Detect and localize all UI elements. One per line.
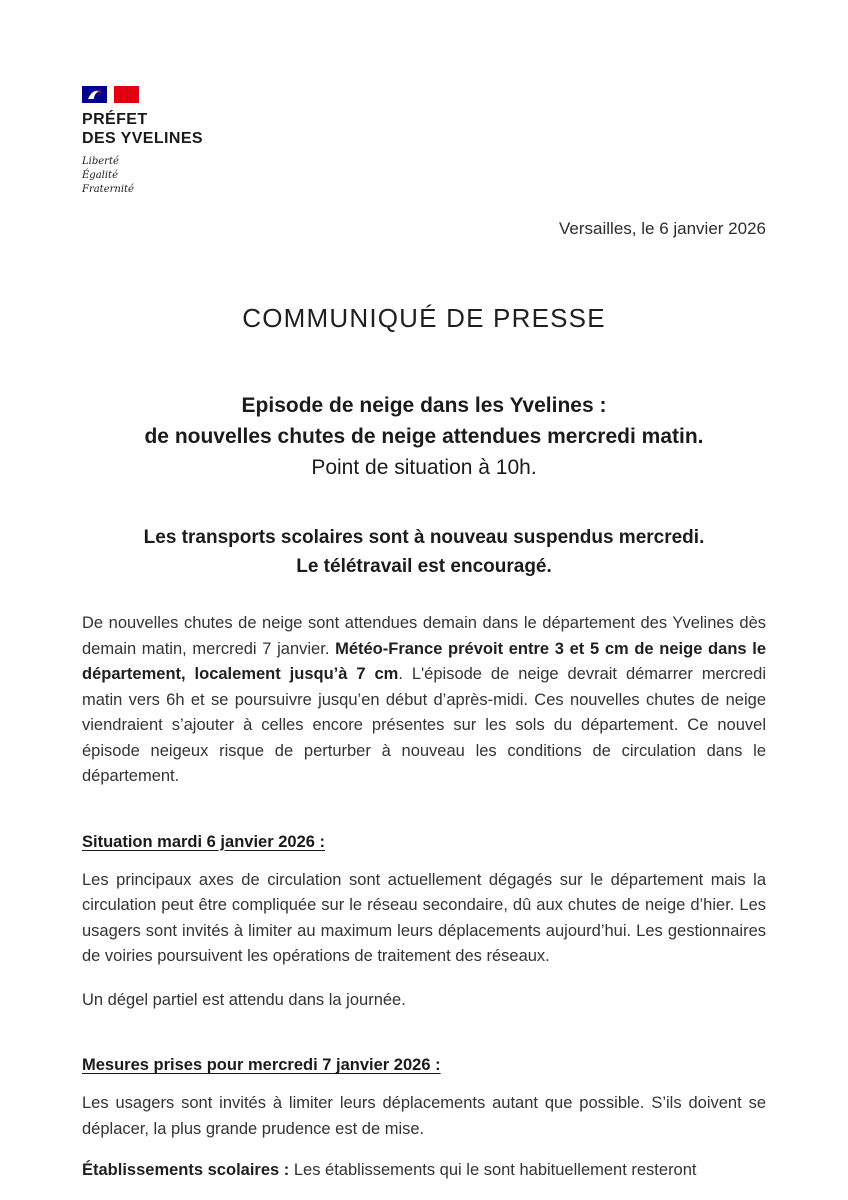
motto-liberte: Liberté xyxy=(82,156,119,167)
section-heading-situation: Situation mardi 6 janvier 2026 : xyxy=(82,832,326,851)
document-title: COMMUNIQUÉ DE PRESSE xyxy=(242,303,606,333)
paragraph-intro-start: De nouvelles chutes de neige sont attendues demain dans le département des Yvelines dès demain matin, mercredi 7 janvier. xyxy=(82,614,766,658)
paragraph-situation: Les principaux axes de circulation sont actuellement dégagés sur le département mais la circulation peut être compliquée sur le réseau secondaire, dû aux chutes de neige d’hier. Les usagers sont invités à limiter au maximum leurs déplacements aujourd’hui. Les gestionnaires de voiries poursuivent les opérations de traitement des réseaux. xyxy=(82,870,766,965)
paragraph-etablissements-text: Les établissements qui le sont habituellement resteront xyxy=(289,1161,697,1179)
section-heading-mesures: Mesures prises pour mercredi 7 janvier 2026 : xyxy=(82,1056,441,1074)
gov-logo xyxy=(82,86,766,197)
subheadline-line2: Le télétravail est encouragé. xyxy=(296,556,552,577)
paragraph-intro xyxy=(82,611,766,790)
headline-line1: Episode de neige dans les Yvelines : xyxy=(241,394,607,417)
paragraph-usagers: Les usagers sont invités à limiter leurs déplacements autant que possible. S’ils doivent se déplacer, la plus grande prudence est de mise. xyxy=(82,1094,766,1138)
subheadline xyxy=(82,523,766,581)
paragraph-intro-forecast-bold: Météo-France prévoit entre 3 et 5 cm de neige dans le département, localement jusqu’à 7 cm xyxy=(82,639,767,683)
paragraph-etablissements-label: Établissements scolaires : xyxy=(82,1161,290,1179)
motto-egalite: Égalité xyxy=(82,170,118,181)
paragraph-intro-end: . L'épisode de neige devrait démarrer mercredi matin vers 6h et se poursuivre jusqu’en début d’après-midi. Ces nouvelles chutes de neige viendraient s’ajouter à celles encore présentes sur les sols du département. Ce nouvel épisode neigeux risque de perturber à nouveau les conditions de circulation dans le département. xyxy=(82,665,766,785)
dateline: Versailles, le 6 janvier 2026 xyxy=(559,219,766,238)
headline xyxy=(82,390,766,483)
institution-name-line1: PRÉFET xyxy=(82,111,148,128)
french-flag-marianne-icon xyxy=(82,86,140,104)
paragraph-degel: Un dégel partiel est attendu dans la journée. xyxy=(82,990,406,1009)
institution-name-line2: DES YVELINES xyxy=(82,130,203,147)
motto-fraternite: Fraternité xyxy=(82,184,134,195)
headline-line3: Point de situation à 10h. xyxy=(311,456,537,479)
subheadline-line1: Les transports scolaires sont à nouveau suspendus mercredi. xyxy=(143,527,705,548)
republic-motto xyxy=(82,155,766,197)
headline-line2: de nouvelles chutes de neige attendues mercredi matin. xyxy=(144,425,704,448)
paragraph-etablissements xyxy=(82,1158,766,1184)
body-text xyxy=(82,611,766,1184)
